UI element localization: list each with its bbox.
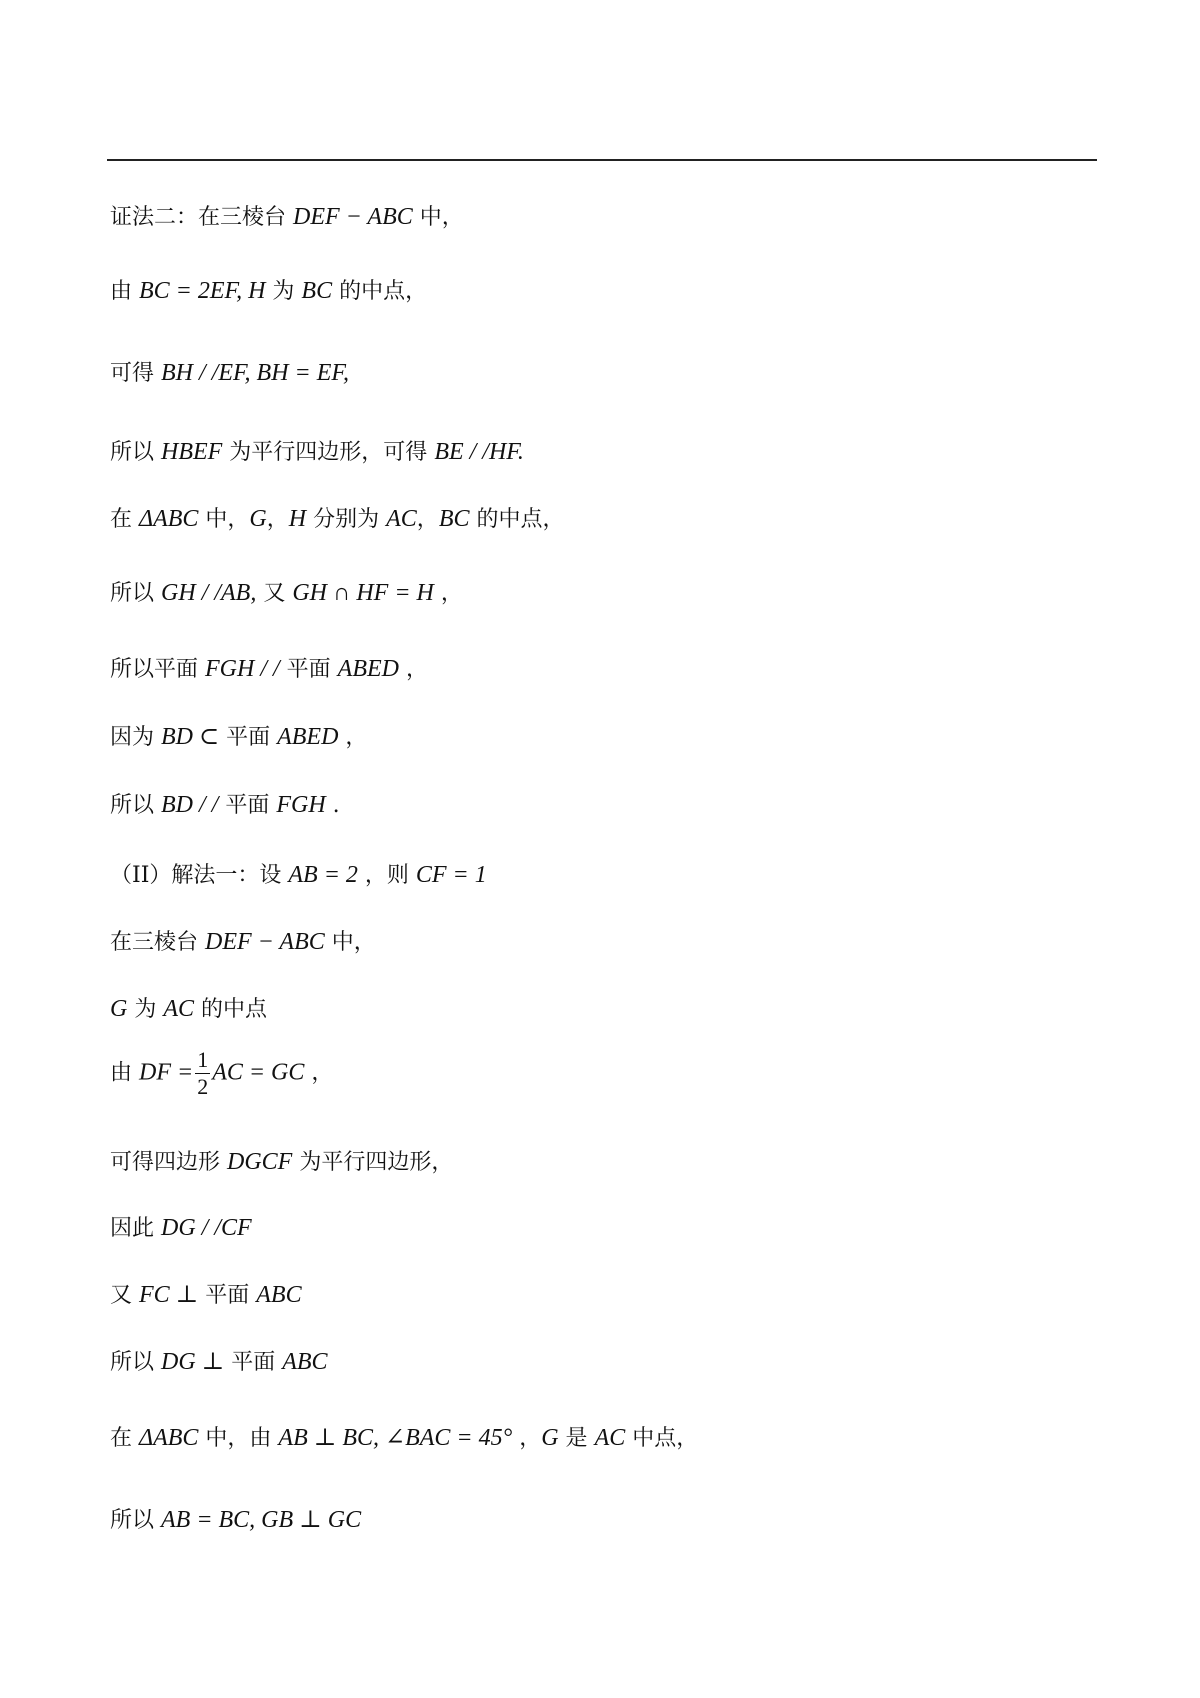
text-segment: 中， [198,507,250,532]
math-expression: AB = 2 [288,862,358,888]
text-segment: 平面 [218,793,277,818]
text-segment: 所以 [110,1508,161,1533]
text-segment: ， [416,507,439,532]
math-expression: BC [301,278,333,304]
fraction-numerator: 1 [197,1047,209,1072]
text-line [110,507,564,531]
text-segment: 可得四边形 [110,1150,227,1175]
math-expression: AC = GC [212,1059,305,1086]
text-line [110,581,463,605]
text-line [110,1283,302,1307]
text-segment: 所以 [110,793,161,818]
math-expression: HBEF [161,439,223,465]
math-expression: FC ⊥ [139,1282,199,1308]
text-segment: ， [338,725,368,750]
text-segment: 是 [558,1426,595,1451]
math-expression: BE / /HF. [434,439,524,465]
text-segment: 又 [256,581,293,606]
fraction [195,1049,210,1098]
text-segment: ， [304,1060,334,1086]
text-line [110,440,524,464]
text-segment: 可得 [110,361,161,386]
text-segment: 为平行四边形，可得 [222,440,435,465]
math-expression: ABED [277,724,339,750]
text-segment: 由 [110,1060,139,1086]
text-line [110,1350,328,1374]
math-expression: DEF − ABC [293,204,413,230]
text-segment: 分别为 [306,507,387,532]
text-segment: ， [266,507,289,532]
text-segment: 在 [110,507,139,532]
text-line [110,1216,252,1240]
fraction-denominator: 2 [197,1074,209,1099]
text-segment: ，则 [357,863,416,888]
text-segment: （II）解法一：设 [110,863,289,888]
math-expression: AC [594,1425,626,1451]
math-expression: G [249,506,267,532]
text-line [110,1426,698,1450]
text-line [110,863,487,887]
text-line [110,1049,333,1098]
math-expression: FGH / / [205,656,280,682]
math-expression: DEF − ABC [205,929,325,955]
math-expression: DG ⊥ [161,1349,225,1375]
math-expression: DG / /CF [161,1215,252,1241]
math-expression: BH / /EF, BH = EF, [161,360,349,386]
math-expression: G [110,996,128,1022]
text-segment: 中， [324,930,376,955]
math-expression: BD ⊂ [161,724,220,750]
text-segment: 因此 [110,1216,161,1241]
text-segment: 为 [127,997,164,1022]
math-expression: H [288,506,307,532]
text-segment: 为平行四边形， [292,1150,454,1175]
text-line [110,930,376,954]
math-expression: ABC [256,1282,302,1308]
math-expression: DGCF [227,1149,293,1175]
math-expression: FGH [276,792,326,818]
math-expression: AC [386,506,417,532]
text-line [110,361,349,385]
text-segment: 因为 [110,725,161,750]
text-segment: . [325,793,340,818]
text-segment: ， [512,1426,542,1451]
math-expression: GH / /AB, [161,580,257,606]
text-segment: 平面 [219,725,278,750]
text-segment: 平面 [198,1283,257,1308]
text-segment: 所以平面 [110,657,205,682]
text-line [110,657,428,681]
text-line [110,1150,453,1174]
header-rule [107,159,1097,161]
text-segment: ， [398,657,428,682]
text-segment: 又 [110,1283,139,1308]
text-segment: 中点， [625,1426,699,1451]
math-expression: ABC [282,1349,328,1375]
text-segment: 在三棱台 [110,930,205,955]
math-expression: ΔABC [139,1425,199,1451]
text-segment: 由 [110,279,139,304]
math-expression: AB ⊥ BC, ∠BAC = 45° [278,1425,513,1451]
text-line [110,205,464,229]
text-segment: 中，由 [198,1426,279,1451]
math-expression: G [541,1425,559,1451]
text-segment: 的中点， [332,279,428,304]
math-expression: ΔABC [139,506,199,532]
text-segment: 所以 [110,440,161,465]
text-segment: 证法二：在三棱台 [110,205,293,230]
math-expression: AB = BC, GB ⊥ GC [161,1507,362,1533]
text-segment: 在 [110,1426,139,1451]
text-segment: 所以 [110,581,161,606]
math-expression: CF = 1 [415,862,487,888]
text-line [110,279,427,303]
text-segment: 的中点， [469,507,565,532]
text-line [110,793,340,817]
text-segment: 平面 [224,1350,283,1375]
text-segment: 为 [265,279,302,304]
text-segment: 所以 [110,1350,161,1375]
text-segment: ， [433,581,463,606]
math-expression: BC [438,506,470,532]
text-line [110,725,367,749]
text-segment: 中， [412,205,464,230]
math-expression: BD / / [161,792,219,818]
text-segment: 的中点 [194,997,268,1022]
math-expression: BC = 2EF, H [139,278,266,304]
text-segment: 平面 [279,657,338,682]
math-expression: AC [163,996,195,1022]
math-expression: DF = [139,1059,194,1086]
text-line [110,997,267,1021]
math-expression: GH ∩ HF = H [292,580,434,606]
math-expression: ABED [337,656,399,682]
text-line [110,1508,361,1532]
